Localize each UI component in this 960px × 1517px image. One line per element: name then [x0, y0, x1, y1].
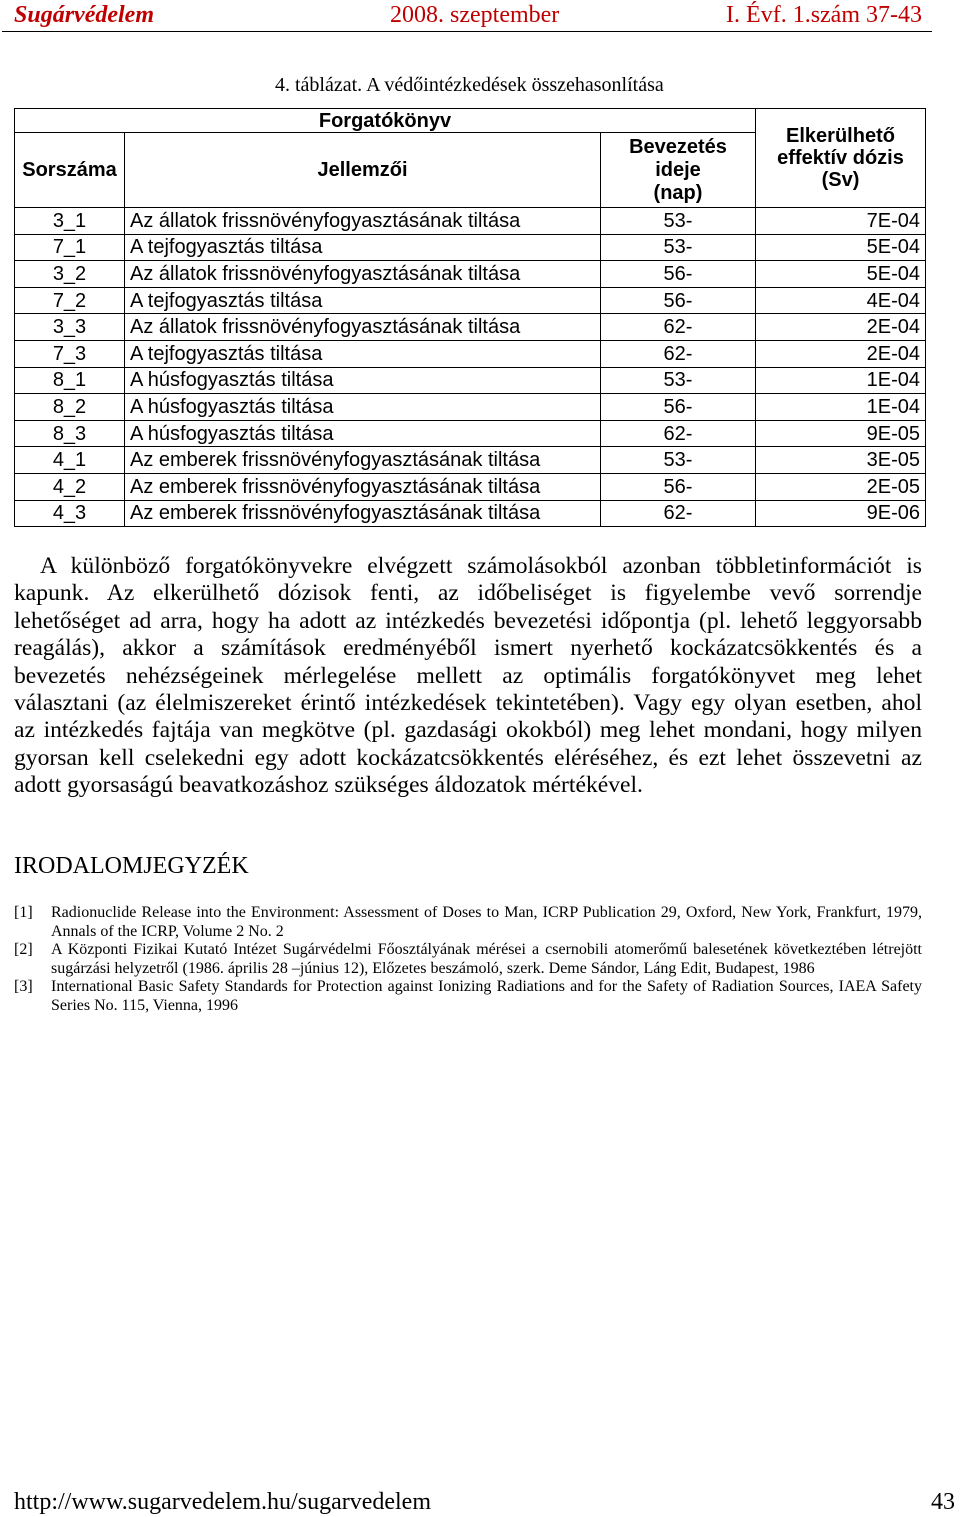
table-row — [15, 473, 926, 500]
body-paragraph — [14, 553, 922, 800]
table-header-row — [15, 109, 926, 133]
table-row — [15, 447, 926, 474]
reference-text: Annals of the ICRP, Volume 2 No. 2 — [51, 922, 284, 940]
row-introduction-time-cell: 53- — [601, 234, 756, 261]
row-serial-cell: 7_2 — [15, 287, 125, 314]
table-caption: 4. táblázat. A védőintézkedések összehasonlítása — [275, 74, 664, 96]
row-serial-cell: 7_3 — [15, 340, 125, 367]
row-characteristics-cell: Az emberek frissnövényfogyasztásának tiltása — [125, 500, 601, 527]
row-avoidable-dose-cell: 2E-04 — [756, 314, 926, 341]
measures-comparison-table — [14, 108, 926, 527]
row-serial-cell: 3_1 — [15, 208, 125, 235]
row-avoidable-dose-cell: 1E-04 — [756, 394, 926, 421]
row-avoidable-dose-cell: 2E-04 — [756, 340, 926, 367]
row-avoidable-dose-cell: 4E-04 — [756, 287, 926, 314]
row-introduction-time-cell: 56- — [601, 287, 756, 314]
row-characteristics-cell: A húsfogyasztás tiltása — [125, 367, 601, 394]
table-row — [15, 261, 926, 288]
reference-text: sugárzási helyzetről (1986. április 28 –június 12), Előzetes beszámoló, szerk. Deme Sándor, Láng Edit, Budapest, 1986 — [51, 959, 815, 977]
row-characteristics-cell: Az emberek frissnövényfogyasztásának tiltása — [125, 473, 601, 500]
table-row — [15, 394, 926, 421]
row-serial-cell: 3_3 — [15, 314, 125, 341]
reference-label: [2] — [14, 941, 33, 958]
row-introduction-time-cell: 62- — [601, 340, 756, 367]
table-row — [15, 314, 926, 341]
table-body — [15, 208, 926, 527]
references-heading: IRODALOMJEGYZÉK — [14, 853, 249, 879]
paragraph-line: adott gyorsaságú beavatkozáshoz szükséges áldozatok mértékével. — [14, 772, 643, 799]
row-serial-cell: 8_2 — [15, 394, 125, 421]
row-avoidable-dose-cell: 2E-05 — [756, 473, 926, 500]
row-serial-cell: 8_3 — [15, 420, 125, 447]
row-serial-cell: 8_1 — [15, 367, 125, 394]
reference-item — [14, 941, 922, 978]
characteristics-header: Jellemzői — [125, 133, 601, 208]
header-rule — [2, 31, 932, 32]
row-introduction-time-cell: 56- — [601, 394, 756, 421]
reference-text: Series No. 115, Vienna, 1996 — [51, 996, 239, 1014]
row-characteristics-cell: A tejfogyasztás tiltása — [125, 287, 601, 314]
table-row — [15, 340, 926, 367]
paragraph-line: választani (az élelmiszereket érintő intézkedések tekintetében). Vagy egy olyan esetben, ahol — [14, 690, 922, 717]
row-serial-cell: 4_2 — [15, 473, 125, 500]
avoidable-dose-header: Elkerülhető effektív dózis (Sv) — [756, 109, 926, 208]
row-introduction-time-cell: 62- — [601, 420, 756, 447]
table-row — [15, 367, 926, 394]
row-avoidable-dose-cell: 9E-06 — [756, 500, 926, 527]
row-avoidable-dose-cell: 5E-04 — [756, 234, 926, 261]
row-characteristics-cell: Az emberek frissnövényfogyasztásának tiltása — [125, 447, 601, 474]
row-avoidable-dose-cell: 1E-04 — [756, 367, 926, 394]
table-row — [15, 500, 926, 527]
reference-text: Radionuclide Release into the Environment: Assessment of Doses to Man, ICRP Publication 29, Oxford, New York, Frankfurt, 1979, — [51, 904, 922, 921]
row-characteristics-cell: Az állatok frissnövényfogyasztásának tiltása — [125, 261, 601, 288]
footer-url-link[interactable]: http://www.sugarvedelem.hu/sugarvedelem — [14, 1489, 431, 1515]
row-introduction-time-cell: 56- — [601, 261, 756, 288]
table-row — [15, 420, 926, 447]
row-avoidable-dose-cell: 7E-04 — [756, 208, 926, 235]
page-number: 43 — [931, 1489, 955, 1515]
row-serial-cell: 3_2 — [15, 261, 125, 288]
journal-title: Sugárvédelem — [14, 2, 154, 28]
row-serial-cell: 4_1 — [15, 447, 125, 474]
paragraph-line: reagálás), akkor a számítások eredményéből ismert nyerhető kockázatcsökkentés és a — [14, 635, 922, 662]
row-introduction-time-cell: 62- — [601, 314, 756, 341]
row-characteristics-cell: Az állatok frissnövényfogyasztásának tiltása — [125, 208, 601, 235]
introduction-time-header: Bevezetés ideje (nap) — [601, 133, 756, 208]
reference-list — [14, 904, 922, 1015]
reference-label: [1] — [14, 904, 33, 921]
paragraph-line: kapunk. Az elkerülhető dózisok fenti, az időbeliséget is figyelembe vevő sorrendje — [14, 580, 922, 607]
reference-item — [14, 978, 922, 1015]
row-introduction-time-cell: 53- — [601, 367, 756, 394]
reference-text: A Központi Fizikai Kutató Intézet Sugárvédelmi Főosztályának mérései a csernobili atomerőmű balesetének következtében létrejött — [51, 941, 922, 958]
row-introduction-time-cell: 62- — [601, 500, 756, 527]
row-characteristics-cell: A tejfogyasztás tiltása — [125, 234, 601, 261]
row-characteristics-cell: A húsfogyasztás tiltása — [125, 420, 601, 447]
paragraph-line: az intézkedés fajtája van megkötve (pl. gazdasági okokból) meg lehet mondani, hogy milyen — [14, 717, 922, 744]
paragraph-line: bevezetés nehézségeinek mérlegelése mellett az optimális forgatókönyvet meg lehet — [14, 662, 922, 689]
paragraph-line: A különböző forgatókönyvekre elvégzett számolásokból azonban többletinformációt is — [40, 553, 922, 579]
row-serial-cell: 4_3 — [15, 500, 125, 527]
row-avoidable-dose-cell: 3E-05 — [756, 447, 926, 474]
issue-date: 2008. szeptember — [390, 2, 560, 28]
reference-text: International Basic Safety Standards for Protection against Ionizing Radiations and for the Safety of Radiation Sources, IAEA Safety — [51, 978, 922, 995]
paragraph-line: gyorsan kell cselekedni egy adott kockázatcsökkentés eléréséhez, és ezt lehet összevetni az — [14, 744, 922, 771]
row-characteristics-cell: Az állatok frissnövényfogyasztásának tiltása — [125, 314, 601, 341]
serial-number-header: Sorszáma — [15, 133, 125, 208]
row-avoidable-dose-cell: 5E-04 — [756, 261, 926, 288]
table-row — [15, 287, 926, 314]
scenario-group-header: Forgatókönyv — [15, 109, 756, 133]
row-serial-cell: 7_1 — [15, 234, 125, 261]
row-introduction-time-cell: 53- — [601, 208, 756, 235]
reference-label: [3] — [14, 978, 33, 995]
table-row — [15, 208, 926, 235]
row-introduction-time-cell: 56- — [601, 473, 756, 500]
issue-pages: I. Évf. 1.szám 37-43 — [726, 2, 922, 28]
table-row — [15, 234, 926, 261]
reference-item — [14, 904, 922, 941]
row-introduction-time-cell: 53- — [601, 447, 756, 474]
row-avoidable-dose-cell: 9E-05 — [756, 420, 926, 447]
row-characteristics-cell: A húsfogyasztás tiltása — [125, 394, 601, 421]
row-characteristics-cell: A tejfogyasztás tiltása — [125, 340, 601, 367]
paragraph-line: lehetőséget ad arra, hogy ha adott az intézkedés bevezetési időpontja (pl. lehető leggyorsabb — [14, 607, 922, 634]
